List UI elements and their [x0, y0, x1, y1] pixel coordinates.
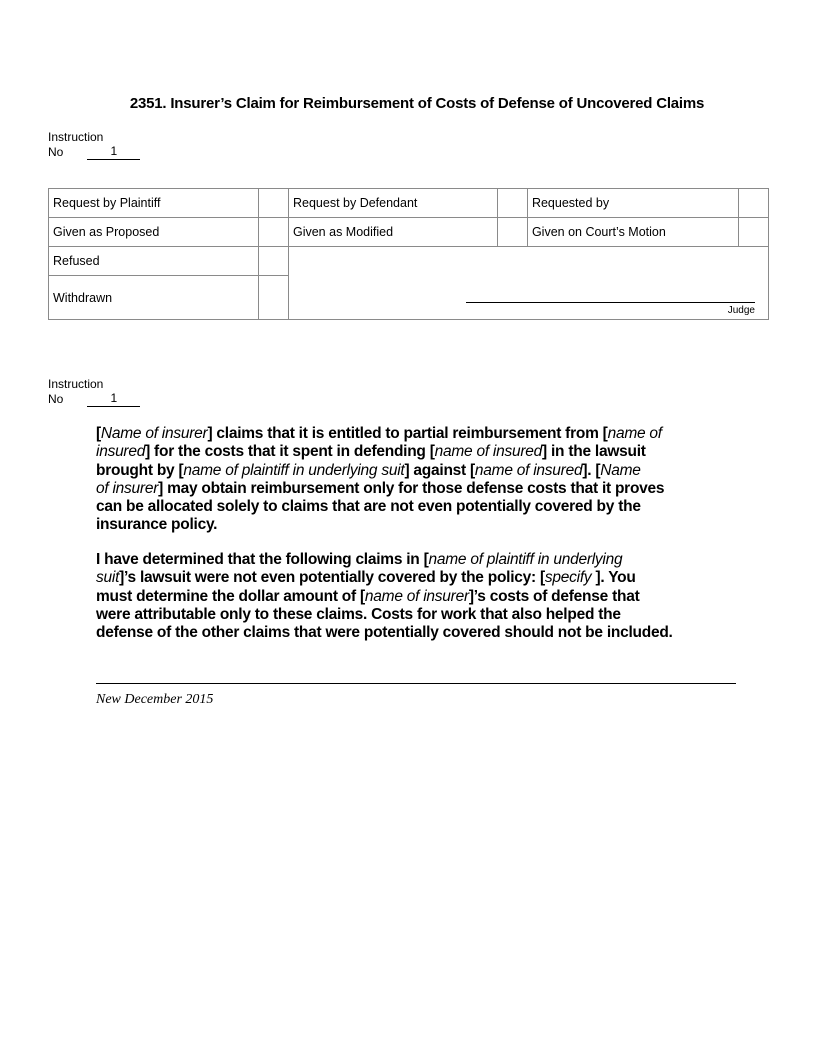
body-text: can be allocated solely to claims that are not even potentially covered by the	[96, 498, 641, 516]
text-line	[96, 624, 673, 642]
given-on-courts-motion-checkbox[interactable]	[738, 218, 768, 247]
placeholder-text: Name	[600, 461, 641, 479]
refused-label: Refused	[49, 247, 259, 276]
body-text: insurance policy.	[96, 516, 218, 534]
placeholder-text: name of insurer	[364, 587, 469, 605]
placeholder-text: name of	[607, 425, 662, 442]
text-line	[96, 425, 664, 443]
placeholder-text: name of insured	[434, 443, 543, 461]
placeholder-text: name of insured	[474, 461, 583, 479]
refused-checkbox[interactable]	[258, 247, 288, 276]
no-label: No	[48, 145, 64, 159]
text-line	[96, 569, 673, 587]
instruction-paragraph-2	[96, 551, 673, 642]
body-text: defense of the other claims that were potentially covered should not be included.	[96, 624, 673, 642]
requested-by-checkbox[interactable]	[738, 189, 768, 218]
text-line	[96, 516, 664, 534]
revision-note: New December 2015	[96, 692, 214, 707]
text-line	[96, 551, 673, 569]
judge-label: Judge	[727, 305, 755, 316]
text-line	[96, 462, 664, 480]
placeholder-text: name of plaintiff in underlying	[428, 551, 623, 568]
placeholder-text: name of plaintiff in underlying suit	[183, 461, 405, 479]
withdrawn-checkbox[interactable]	[258, 276, 288, 320]
request-by-defendant-checkbox[interactable]	[497, 189, 527, 218]
body-text: [	[96, 425, 101, 442]
given-as-modified-checkbox[interactable]	[497, 218, 527, 247]
placeholder-text: of insurer	[96, 479, 159, 497]
page-title: 2351. Insurer’s Claim for Reimbursement of Costs of Defense of Uncovered Claims	[129, 95, 705, 112]
placeholder-text: Name of insurer	[100, 425, 208, 442]
given-as-proposed-checkbox[interactable]	[258, 218, 288, 247]
text-line	[96, 588, 673, 606]
text-line	[96, 606, 673, 624]
instruction-label: Instruction	[48, 130, 104, 144]
text-line	[96, 443, 664, 461]
request-by-plaintiff-checkbox[interactable]	[258, 189, 288, 218]
given-as-proposed-label: Given as Proposed	[49, 218, 259, 247]
body-text: ] claims that it is entitled to partial reimbursement from [	[207, 425, 608, 442]
body-text: brought by [	[96, 461, 184, 479]
instruction-disposition-table	[48, 188, 769, 320]
body-text: ] for the costs that it spent in defending [	[145, 443, 435, 461]
placeholder-text: suit	[96, 569, 120, 587]
body-text: ]. You	[591, 569, 636, 587]
body-text: ]’s costs of defense that	[468, 587, 640, 605]
judge-signature-area[interactable]	[288, 247, 768, 320]
body-text: must determine the dollar amount of [	[96, 587, 365, 605]
request-by-plaintiff-label: Request by Plaintiff	[49, 189, 259, 218]
placeholder-text: insured	[96, 443, 146, 461]
text-line	[96, 498, 664, 516]
placeholder-text: specify	[544, 569, 592, 587]
withdrawn-label: Withdrawn	[49, 276, 259, 320]
instruction-label: Instruction	[48, 377, 104, 391]
instruction-number-top	[48, 130, 140, 160]
body-text: ] against [	[404, 461, 475, 479]
instruction-number-field[interactable]: 1	[87, 145, 140, 160]
body-text: were attributable only to these claims. Costs for work that also helped the	[96, 605, 621, 623]
body-text: ] may obtain reimbursement only for those defense costs that it proves	[158, 479, 665, 497]
instruction-number-bottom	[48, 377, 140, 407]
no-label: No	[48, 392, 64, 406]
given-on-courts-motion-label: Given on Court’s Motion	[527, 218, 738, 247]
requested-by-label: Requested by	[527, 189, 738, 218]
request-by-defendant-label: Request by Defendant	[288, 189, 497, 218]
instruction-paragraph-1	[96, 425, 664, 535]
instruction-number-field[interactable]: 1	[87, 392, 140, 407]
body-text: ]’s lawsuit were not even potentially covered by the policy: [	[119, 569, 545, 587]
text-line	[96, 480, 664, 498]
body-text: ]. [	[582, 461, 601, 479]
footer-divider	[96, 683, 736, 684]
given-as-modified-label: Given as Modified	[288, 218, 497, 247]
body-text: I have determined that the following claims in [	[96, 551, 429, 568]
judge-signature-line	[466, 302, 755, 303]
body-text: ] in the lawsuit	[542, 443, 646, 461]
